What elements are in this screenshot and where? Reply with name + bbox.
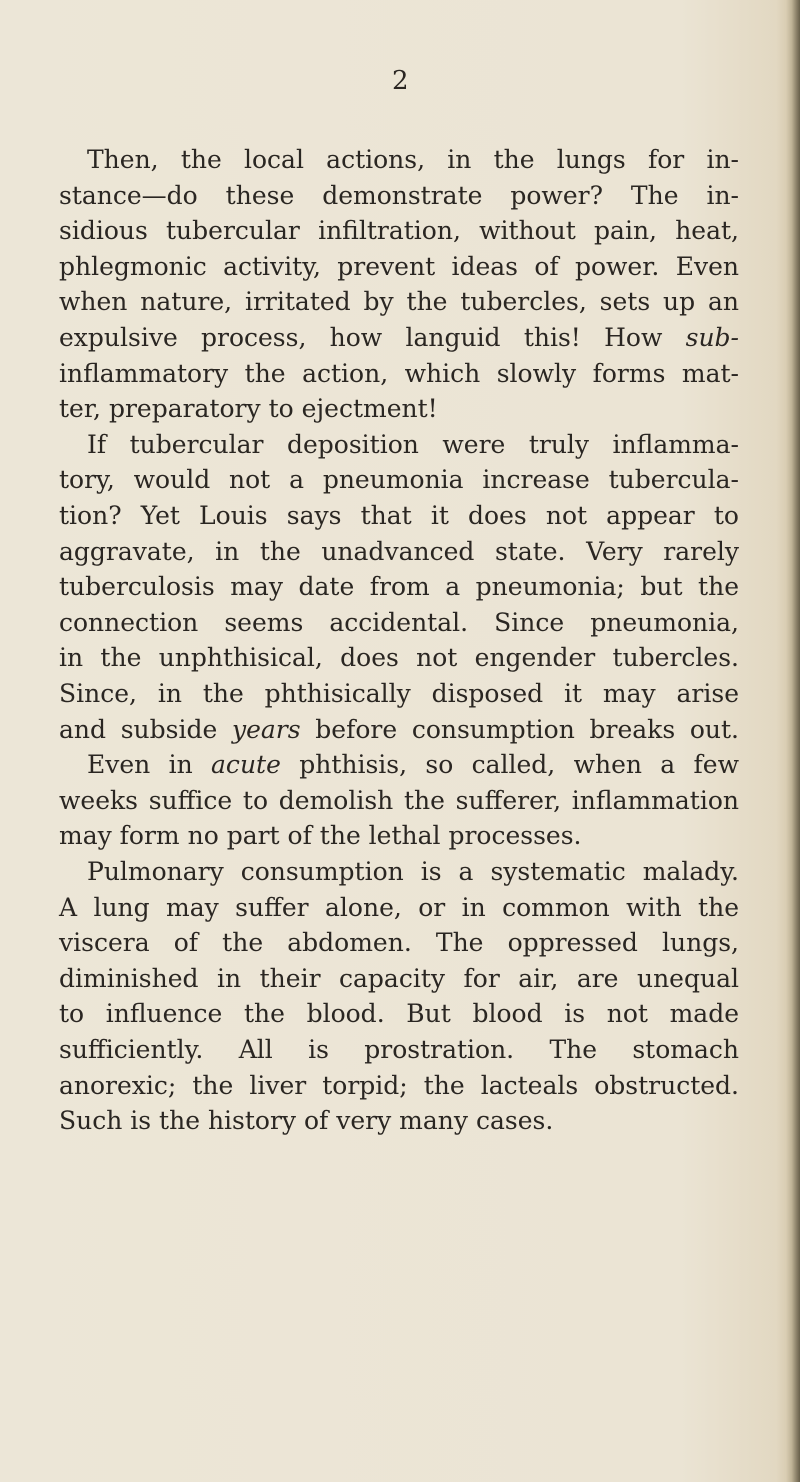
text-line-main: stance—do these demonstrate power? The in-	[59, 180, 739, 210]
italic-word: acute	[211, 750, 281, 780]
text-line	[87, 852, 739, 892]
text-line	[59, 710, 739, 750]
text-line	[59, 211, 739, 251]
text-line-main: tion? Yet Louis says that it does not appear to	[59, 501, 739, 530]
text-line-main: may form no part of the lethal processes.	[59, 821, 582, 851]
text-line-tail: phthisis, so called, when a few	[280, 750, 739, 780]
text-line	[59, 460, 739, 500]
text-line	[59, 1030, 739, 1070]
text-line	[59, 496, 739, 536]
text-line-tail: before consumption breaks out.	[300, 714, 739, 744]
text-line-main: phlegmonic activity, prevent ideas of power. Even	[59, 251, 739, 281]
text-line	[59, 318, 739, 358]
text-line	[59, 888, 739, 928]
text-line-main: and subside	[59, 714, 232, 744]
text-line	[59, 994, 739, 1034]
text-line	[59, 603, 739, 643]
text-line	[87, 140, 739, 180]
italic-word: years	[231, 714, 301, 744]
text-line	[87, 745, 739, 785]
text-line-main: in the unphthisical, does not engender tubercles.	[59, 643, 739, 673]
text-line-main: tory, would not a pneumonia increase tubercula-	[59, 465, 739, 495]
italic-word: sub-	[685, 323, 739, 352]
text-line-main: A lung may suffer alone, or in common with the	[59, 892, 739, 922]
text-line-main: inflammatory the action, which slowly forms mat-	[59, 358, 739, 388]
page-edge-shadow	[786, 0, 800, 1482]
text-line	[59, 247, 739, 287]
text-line	[59, 781, 739, 821]
text-line	[59, 532, 739, 572]
text-line-main: Then, the local actions, in the lungs for in-	[87, 145, 739, 174]
text-line	[59, 354, 739, 394]
text-line-main: viscera of the abdomen. The oppressed lungs,	[59, 928, 739, 958]
text-line-main: If tubercular deposition were truly inflamma-	[87, 429, 739, 459]
text-line-main: connection seems accidental. Since pneumonia,	[59, 607, 739, 637]
text-line-main: Pulmonary consumption is a systematic malady.	[87, 857, 739, 886]
text-line-main: expulsive process, how languid this! How	[59, 323, 686, 352]
text-line-main: to influence the blood. But blood is not made	[59, 999, 739, 1029]
text-line-main: when nature, irritated by the tubercles, sets up an	[59, 287, 739, 317]
text-line-main: Since, in the phthisically disposed it may arise	[59, 679, 739, 708]
text-line	[59, 959, 739, 999]
text-line	[59, 389, 438, 429]
text-line-main: anorexic; the liver torpid; the lacteals obstructed.	[59, 1070, 739, 1100]
text-line-main: ter, preparatory to ejectment!	[59, 394, 438, 424]
text-line	[59, 1101, 553, 1141]
text-line	[59, 176, 739, 216]
text-line-main: Even in	[87, 750, 212, 780]
text-line-main: weeks suffice to demolish the sufferer, inflammation	[59, 785, 739, 815]
text-line	[59, 816, 582, 856]
text-line	[59, 1066, 739, 1106]
text-line-main: sufficiently. All is prostration. The stomach	[59, 1035, 739, 1064]
text-line	[59, 674, 739, 714]
text-line	[59, 923, 739, 963]
text-line-main: sidious tubercular infiltration, without pain, heat,	[59, 216, 739, 246]
page-number: 2	[392, 66, 409, 96]
text-line	[59, 638, 739, 678]
text-line-main: aggravate, in the unadvanced state. Very rarely	[59, 536, 739, 566]
text-line	[87, 425, 739, 465]
text-line	[59, 282, 739, 322]
text-line	[59, 567, 739, 607]
text-line-main: Such is the history of very many cases.	[59, 1106, 554, 1136]
text-line-main: diminished in their capacity for air, are unequal	[59, 963, 739, 993]
text-line-main: tuberculosis may date from a pneumonia; but the	[59, 572, 739, 602]
